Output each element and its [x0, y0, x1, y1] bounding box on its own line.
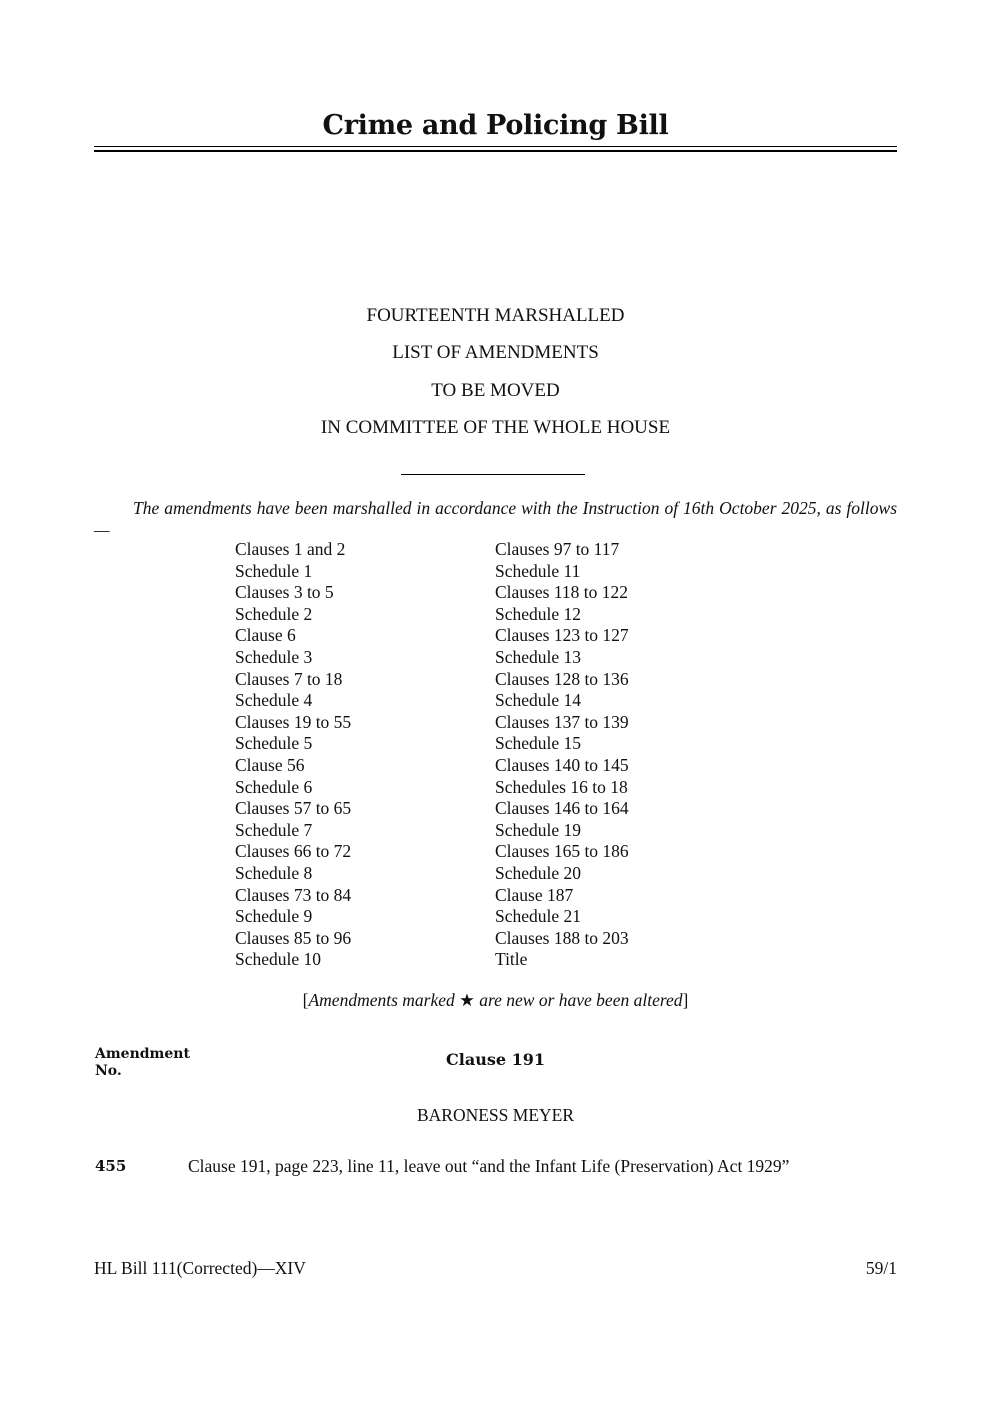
marshalling-item: Schedule 15: [495, 733, 582, 754]
clause-heading: Clause 191: [446, 1050, 545, 1069]
marshalling-item: Clauses 123 to 127: [495, 625, 629, 646]
bill-title: Crime and Policing Bill: [322, 110, 669, 141]
marshalling-item: Schedule 3: [235, 646, 313, 667]
marshalling-item: Schedule 7: [235, 819, 313, 840]
marshalling-item: Clauses 128 to 136: [495, 668, 629, 689]
footer-page-reference: 59/1: [865, 1258, 897, 1278]
notice-close-bracket: ]: [682, 990, 689, 1010]
marshalling-item: Clause 187: [495, 884, 574, 905]
heading-line-2: LIST OF AMENDMENTS: [392, 342, 599, 363]
marshalling-item: Clauses 73 to 84: [235, 884, 352, 905]
marshalling-item: Schedule 14: [495, 690, 582, 711]
marshalling-item: Schedule 20: [495, 862, 582, 883]
marshalling-item: Schedules 16 to 18: [495, 776, 628, 797]
marshalling-list-left: [235, 539, 351, 971]
marshalling-item: Schedule 11: [495, 560, 581, 581]
star-icon: ★: [459, 990, 475, 1010]
marshalling-intro: The amendments have been marshalled in accordance with the Instruction of 16th October 2025, as follows—: [94, 498, 897, 540]
notice-text-before: Amendments marked: [308, 990, 460, 1010]
amendment-number-column-label: Amendment No.: [95, 1046, 190, 1079]
section-divider: [401, 474, 585, 475]
marshalling-item: Clauses 57 to 65: [235, 798, 352, 819]
marshalling-item: Schedule 10: [235, 949, 322, 970]
altered-amendments-notice: [94, 989, 897, 1011]
marshalling-item: Schedule 9: [235, 906, 313, 927]
notice-text-after: are new or have been altered: [474, 990, 683, 1010]
marshalling-item: Clauses 188 to 203: [495, 927, 629, 948]
marshalling-item: Clauses 85 to 96: [235, 927, 352, 948]
notice-open-bracket: [: [302, 990, 309, 1010]
marshalling-item: Clauses 97 to 117: [495, 539, 620, 559]
heading-line-3: TO BE MOVED: [431, 380, 560, 401]
footer-bill-reference: HL Bill 111(Corrected)—XIV: [94, 1258, 306, 1278]
marshalling-item: Schedule 6: [235, 776, 313, 797]
marshalling-item: Schedule 4: [235, 690, 313, 711]
marshalling-item: Clauses 118 to 122: [495, 582, 629, 603]
marshalling-item: Schedule 2: [235, 603, 313, 624]
marshalling-item: Clauses 66 to 72: [235, 841, 352, 862]
amendment-number: 455: [95, 1157, 127, 1175]
heading-line-4: IN COMMITTEE OF THE WHOLE HOUSE: [320, 417, 671, 438]
marshalling-item: Schedule 12: [495, 603, 582, 624]
title-rule-thick: [94, 150, 897, 152]
marshalling-item: Clauses 140 to 145: [495, 754, 629, 775]
marshalling-item: Clauses 7 to 18: [235, 668, 343, 689]
marshalling-item: Clause 56: [235, 754, 305, 775]
marshalling-item: Clauses 19 to 55: [235, 711, 352, 732]
marshalling-item: Clauses 137 to 139: [495, 711, 629, 732]
marshalling-item: Clauses 1 and 2: [235, 539, 346, 559]
marshalling-item: Schedule 8: [235, 862, 313, 883]
amendment-text: Clause 191, page 223, line 11, leave out “and the Infant Life (Preservation) Act 1929”: [188, 1156, 790, 1176]
marshalling-item: Schedule 21: [495, 906, 582, 927]
marshalling-item: Schedule 5: [235, 733, 313, 754]
marshalling-item: Schedule 13: [495, 646, 582, 667]
member-name: BARONESS MEYER: [416, 1105, 575, 1125]
marshalling-item: Schedule 1: [235, 560, 313, 581]
marshalling-list-right: [495, 539, 629, 971]
heading-line-1: FOURTEENTH MARSHALLED: [366, 305, 625, 326]
marshalling-item: Title: [495, 949, 528, 970]
marshalling-item: Clauses 146 to 164: [495, 798, 629, 819]
marshalling-item: Clause 6: [235, 625, 296, 646]
title-rule-thin: [94, 146, 897, 147]
marshalling-item: Clauses 165 to 186: [495, 841, 629, 862]
marshalling-item: Schedule 19: [495, 819, 582, 840]
marshalling-item: Clauses 3 to 5: [235, 582, 334, 603]
